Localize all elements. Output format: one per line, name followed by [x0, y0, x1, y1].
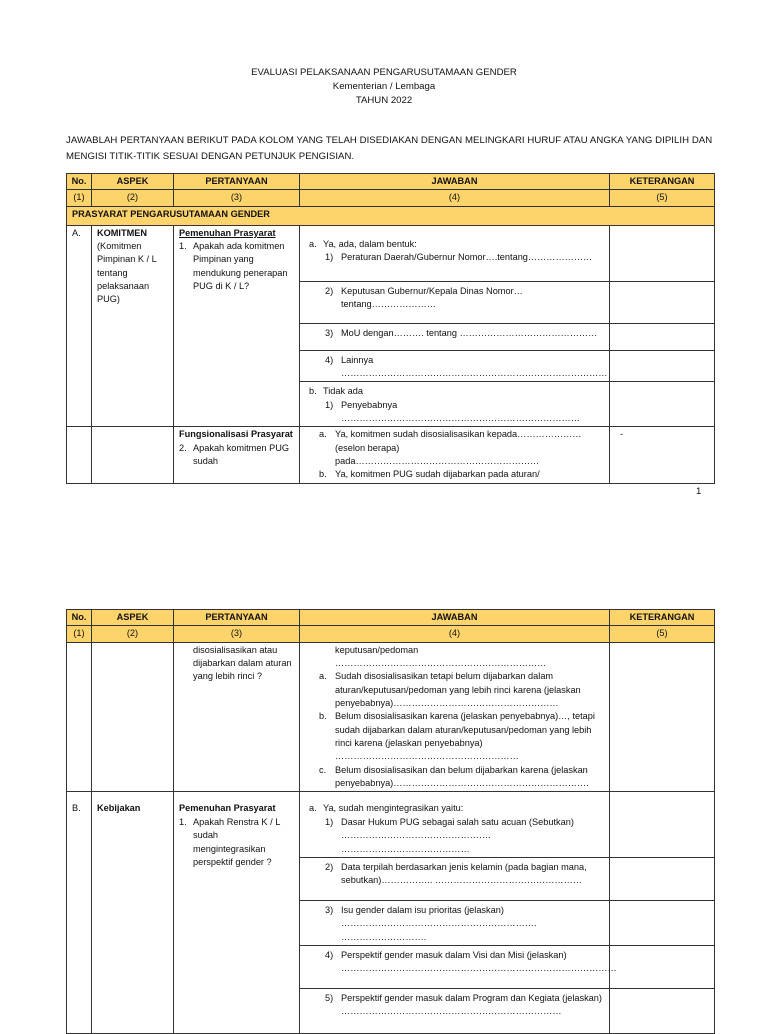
answer-cell	[300, 900, 610, 945]
answer-suboption	[305, 904, 604, 944]
answer-cell	[300, 382, 610, 427]
answer-option	[305, 670, 604, 710]
suboption-number: 4)	[325, 354, 334, 365]
answer-cell	[300, 281, 610, 323]
aspect-cell	[92, 225, 174, 427]
option-text: Ya, komitmen PUG sudah dijabarkan pada aturan/	[335, 469, 540, 480]
question-text: disosialisasikan atau dijabarkan dalam aturan yang lebih rinci ?	[193, 644, 292, 682]
answer-cell	[300, 350, 610, 382]
remarks-cell[interactable]	[610, 857, 715, 900]
col-number: (2)	[92, 190, 174, 206]
section-row	[67, 206, 715, 225]
question-number: 1.	[179, 816, 187, 827]
col-number: (4)	[300, 626, 610, 642]
question-item	[179, 816, 294, 869]
answer-suboption	[305, 992, 604, 1019]
option-letter: b.	[319, 469, 327, 480]
suboption-text: Penyebabnya ……………………………………………………………………	[341, 399, 580, 424]
table-header-row	[67, 174, 715, 190]
answer-option	[305, 428, 604, 468]
option-letter: a.	[319, 429, 327, 440]
evaluation-table-page1	[66, 173, 715, 484]
col-number: (1)	[67, 626, 92, 642]
suboption-text: Data terpilah berdasarkan jenis kelamin (pada bagian mana, sebutkan)…………….. …………………………………………	[341, 861, 587, 886]
question-heading: Pemenuhan Prasyarat	[179, 227, 276, 238]
answer-cell	[300, 427, 610, 483]
option-letter: a.	[309, 803, 317, 814]
row-number: B.	[67, 792, 92, 1033]
question-cell	[174, 225, 300, 427]
question-cell	[174, 427, 300, 483]
instructions: JAWABLAH PERTANYAAN BERIKUT PADA KOLOM YANG TELAH DISEDIAKAN DENGAN MELINGKARI HURUF ATAU ANGKA YANG DIPILIH DAN MENGISI TITIK-TITIK SESUAI DENGAN PETUNJUK PENGISIAN.	[66, 135, 713, 163]
suboption-text: Lainnya ……………………………………………………………………………	[341, 354, 608, 379]
remarks-cell[interactable]	[610, 281, 715, 323]
answer-suboption	[305, 816, 604, 856]
table-number-row	[67, 190, 715, 206]
row-number	[67, 427, 92, 483]
option-text: Ya, komitmen sudah disosialisasikan kepada………………… (eselon berapa) pada……………………………………………………	[335, 429, 582, 467]
table-header-row	[67, 610, 715, 626]
option-text: Belum disosialisasikan karena (jelaskan penyebabnya)…, tetapi sudah dijabarkan dalam aturan/keputusan/pedoman yang lebih rinci karena (jelaskan penyebabnya) ……………………………………………………	[335, 711, 595, 762]
col-jawaban: JAWABAN	[300, 174, 610, 190]
table-number-row	[67, 626, 715, 642]
answer-cell	[300, 857, 610, 900]
option-text: Sudah disosialisasikan tetapi belum dijabarkan dalam aturan/keputusan/pedoman yang lebih rinci karena (jelaskan penyebabnya)………………………………………………	[335, 671, 581, 709]
option-letter: a.	[309, 238, 317, 249]
col-number: (5)	[610, 626, 715, 642]
table-row	[67, 427, 715, 483]
remarks-cell[interactable]	[610, 792, 715, 857]
row-number: A.	[67, 225, 92, 427]
remarks-cell[interactable]	[610, 225, 715, 281]
aspect-cell	[92, 427, 174, 483]
answer-suboption	[305, 861, 604, 888]
question-text: Apakah Renstra K / L sudah mengintegrasikan perspektif gender ?	[193, 816, 280, 867]
suboption-text: Peraturan Daerah/Gubernur Nomor….tentang…………………	[341, 252, 593, 263]
aspect-description: (Komitmen Pimpinan K / L tentang pelaksanaan PUG)	[97, 241, 157, 305]
answer-option	[305, 710, 604, 763]
option-text: Ya, sudah mengintegrasikan yaitu:	[323, 803, 464, 814]
answer-cell	[300, 945, 617, 988]
col-no: No.	[67, 174, 92, 190]
answer-option	[305, 764, 604, 791]
suboption-text: Dasar Hukum PUG sebagai salah satu acuan (Sebutkan) …………………………………………. ……………………………………	[341, 816, 574, 854]
question-item	[179, 442, 294, 469]
question-heading: Pemenuhan Prasyarat	[179, 803, 276, 814]
answer-cell	[300, 225, 610, 281]
col-number: (1)	[67, 190, 92, 206]
answer-option	[305, 802, 604, 815]
col-aspek: ASPEK	[92, 610, 174, 626]
remarks-cell[interactable]	[610, 988, 715, 1033]
answer-suboption	[305, 399, 604, 426]
col-pertanyaan: PERTANYAAN	[174, 610, 300, 626]
col-pertanyaan: PERTANYAAN	[174, 174, 300, 190]
aspect-title: KOMITMEN	[97, 227, 148, 238]
table-row	[67, 225, 715, 281]
header-institution: Kementerian / Lembaga	[332, 80, 436, 92]
answer-suboption	[305, 354, 608, 381]
table-row	[67, 792, 715, 857]
question-text: Apakah komitmen PUG sudah	[193, 442, 289, 467]
page-2	[0, 600, 768, 1024]
question-text: Apakah ada komitmen Pimpinan yang mendukung penerapan PUG di K / L?	[193, 241, 288, 292]
suboption-text: MoU dengan………. tentang ………………………………………	[341, 327, 598, 338]
suboption-number: 3)	[325, 327, 334, 338]
suboption-text: Keputusan Gubernur/Kepala Dinas Nomor… tentang…………………	[341, 285, 523, 310]
col-number: (4)	[300, 190, 610, 206]
suboption-number: 1)	[325, 399, 334, 410]
remarks-cell[interactable]	[610, 323, 715, 350]
remarks-cell[interactable]	[610, 642, 715, 792]
remarks-cell[interactable]	[610, 350, 715, 382]
table-row	[67, 642, 715, 792]
answer-cell	[300, 988, 610, 1033]
answer-cell	[300, 642, 610, 792]
header-year: TAHUN 2022	[355, 94, 413, 106]
option-letter: b.	[319, 711, 327, 722]
col-keterangan: KETERANGAN	[610, 174, 715, 190]
remarks-cell[interactable]	[610, 900, 715, 945]
suboption-number: 5)	[325, 992, 334, 1003]
col-keterangan: KETERANGAN	[610, 610, 715, 626]
col-number: (5)	[610, 190, 715, 206]
question-cell	[174, 642, 300, 792]
option-text: Tidak ada	[323, 386, 364, 397]
suboption-number: 1)	[325, 252, 334, 263]
answer-cell	[300, 323, 610, 350]
section-title: PRASYARAT PENGARUSUTAMAAN GENDER	[67, 206, 715, 225]
answer-option	[305, 238, 604, 251]
suboption-number: 4)	[325, 949, 334, 960]
suboption-number: 2)	[325, 285, 334, 296]
option-text: Ya, ada, dalam bentuk:	[323, 238, 417, 249]
row-number	[67, 642, 92, 792]
document-header	[0, 66, 768, 108]
question-number: 1.	[179, 241, 187, 252]
question-heading: Fungsionalisasi Prasyarat	[179, 429, 293, 440]
evaluation-table-page2	[66, 609, 715, 1034]
answer-continuation: keputusan/pedoman ……………………………………………………………	[335, 644, 547, 669]
question-number: 2.	[179, 442, 187, 453]
col-no: No.	[67, 610, 92, 626]
col-aspek: ASPEK	[92, 174, 174, 190]
col-number: (3)	[174, 190, 300, 206]
col-number: (3)	[174, 626, 300, 642]
suboption-number: 1)	[325, 816, 334, 827]
header-title: EVALUASI PELAKSANAAN PENGARUSUTAMAAN GENDER	[251, 67, 517, 78]
remarks-cell[interactable]	[610, 945, 715, 988]
col-number: (2)	[92, 626, 174, 642]
suboption-number: 2)	[325, 861, 334, 872]
remarks-cell[interactable]: -	[610, 427, 715, 483]
suboption-text: Isu gender dalam isu prioritas (jelaskan) ………………………………………………………. ……………………….	[341, 904, 537, 942]
col-jawaban: JAWABAN	[300, 610, 610, 626]
answer-suboption	[305, 251, 604, 264]
aspect-cell	[92, 642, 174, 792]
suboption-number: 3)	[325, 904, 334, 915]
answer-suboption	[305, 285, 604, 312]
question-item	[179, 240, 294, 293]
option-letter: b.	[309, 386, 317, 397]
suboption-text: Perspektif gender masuk dalam Visi dan Misi (jelaskan) ………………………………………………………………………………	[341, 949, 617, 974]
question-cell	[174, 792, 300, 1033]
answer-suboption	[305, 327, 604, 340]
suboption-text: Perspektif gender masuk dalam Program dan Kegiata (jelaskan) ………………………………………………………………	[341, 992, 602, 1017]
option-text: Belum disosialisasikan dan belum dijabarkan karena (jelaskan penyebabnya)……………………………………………………….	[335, 764, 589, 789]
remarks-cell[interactable]	[610, 382, 715, 427]
aspect-title: Kebijakan	[92, 792, 174, 1033]
answer-option	[305, 468, 604, 481]
answer-suboption	[305, 949, 617, 976]
option-letter: c.	[319, 764, 327, 775]
answer-cell	[300, 792, 610, 857]
page-number: 1	[696, 486, 702, 497]
option-letter: a.	[319, 671, 327, 682]
answer-option	[305, 385, 604, 398]
